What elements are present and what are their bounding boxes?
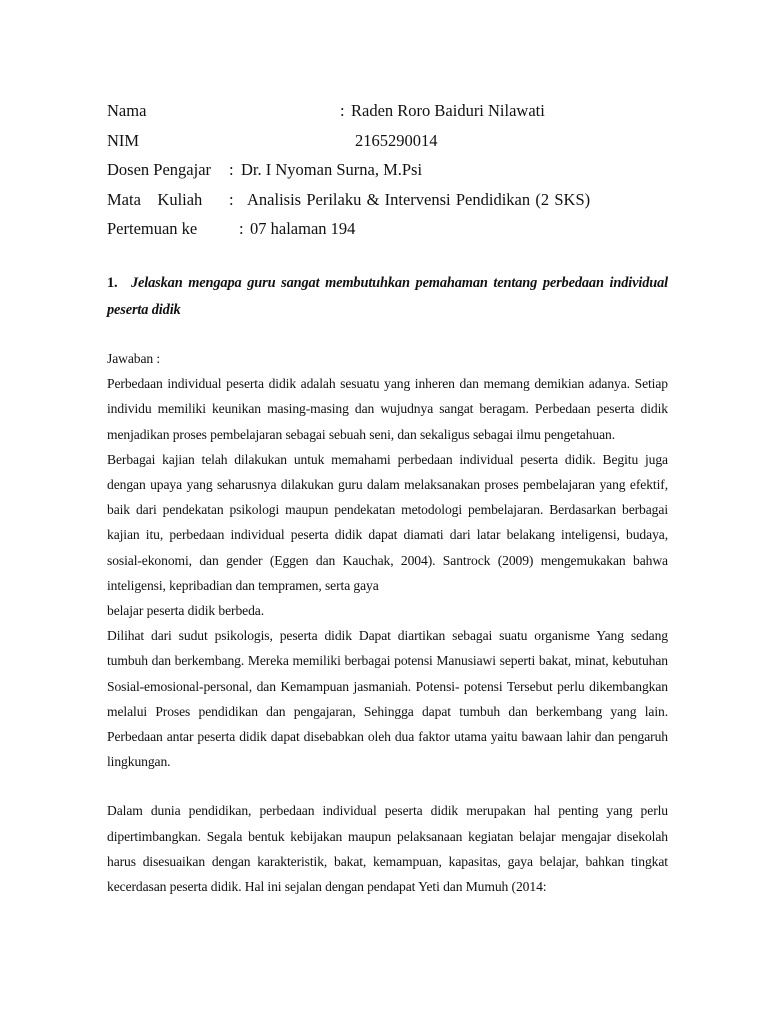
- header-row-pertemuan: [107, 214, 667, 244]
- header-separator: :: [229, 189, 234, 209]
- answer-section: [107, 346, 668, 899]
- header-row-nama: [107, 96, 667, 126]
- header-label: Pertemuan ke: [107, 219, 198, 238]
- question-1: [107, 270, 668, 323]
- header-label: Dosen Pengajar: [107, 160, 212, 179]
- question-text: Jelaskan mengapa guru sangat membutuhkan pemahaman tentang perbedaan individual peserta didik: [107, 275, 668, 318]
- header-label: NIM: [107, 130, 140, 150]
- header-row-dosen: [107, 155, 667, 185]
- header-separator: :: [229, 160, 234, 179]
- answer-paragraph: Perbedaan individual peserta didik adalah sesuatu yang inheren dan memang demikian adanya. Setiap individu memiliki keunikan masing-masing dan wujudnya sangat beragam. Perbedaan peserta didik menjadikan proses pembelajaran sebagai sebuah seni, dan sekaligus sebagai ilmu pengetahuan.: [107, 376, 668, 442]
- header-value: Raden Roro Baiduri Nilawati: [351, 101, 545, 120]
- header-value: 07 halaman 194: [250, 219, 356, 238]
- student-info-header: [107, 96, 667, 244]
- answer-paragraph: belajar peserta didik berbeda.: [107, 603, 265, 619]
- header-row-matakuliah: [107, 185, 667, 215]
- header-separator: :: [239, 219, 244, 238]
- header-row-nim: [107, 126, 667, 156]
- header-value: Analisis Perilaku & Intervensi Pendidikan (2 SKS): [247, 189, 591, 209]
- answer-paragraph: Dalam dunia pendidikan, perbedaan individual peserta didik merupakan hal penting yang perlu dipertimbangkan. Segala bentuk kebijakan maupun pelaksanaan kegiatan belajar mengajar disekolah harus disesuaikan dengan karakteristik, bakat, kemampuan, kapasitas, gaya belajar, bahkan tingkat kecerdasan peserta didik. Hal ini sejalan dengan pendapat Yeti dan Mumuh (2014:: [107, 803, 668, 895]
- answer-label: Jawaban :: [107, 351, 161, 366]
- header-value: Dr. I Nyoman Surna, M.Psi: [241, 160, 423, 179]
- header-label: Nama: [107, 101, 147, 120]
- answer-paragraph: Berbagai kajian telah dilakukan untuk memahami perbedaan individual peserta didik. Begitu juga dengan upaya yang seharusnya dilakukan guru dalam melaksanakan proses pembelajaran yang efektif, baik dari pendekatan psikologi maupun pendekatan metodologi pembelajaran. Berdasarkan berbagai kajian itu, perbedaan individual peserta didik dapat diamati dari latar belakang inteligensi, budaya, sosial-ekonomi, dan gender (Eggen dan Kauchak, 2004). Santrock (2009) mengemukakan bahwa inteligensi, kepribadian dan tempramen, serta gaya: [107, 451, 668, 593]
- header-label: Mata Kuliah: [107, 189, 203, 209]
- answer-paragraph: Dilihat dari sudut psikologis, peserta didik Dapat diartikan sebagai suatu organisme Yang sedang tumbuh dan berkembang. Mereka memiliki berbagai potensi Manusiawi seperti bakat, minat, kebutuhan Sosial-emosional-personal, dan Kemampuan jasmaniah. Potensi- potensi Tersebut perlu dikembangkan melalui Proses pendidikan dan pengajaran, Sehingga dapat tumbuh dan berkembang yang lain. Perbedaan antar peserta didik dapat disebabkan oleh dua faktor utama yaitu bawaan lahir dan pengaruh lingkungan.: [107, 628, 668, 770]
- header-separator: :: [340, 101, 345, 120]
- question-number: 1.: [107, 275, 118, 291]
- header-value: 2165290014: [355, 130, 438, 150]
